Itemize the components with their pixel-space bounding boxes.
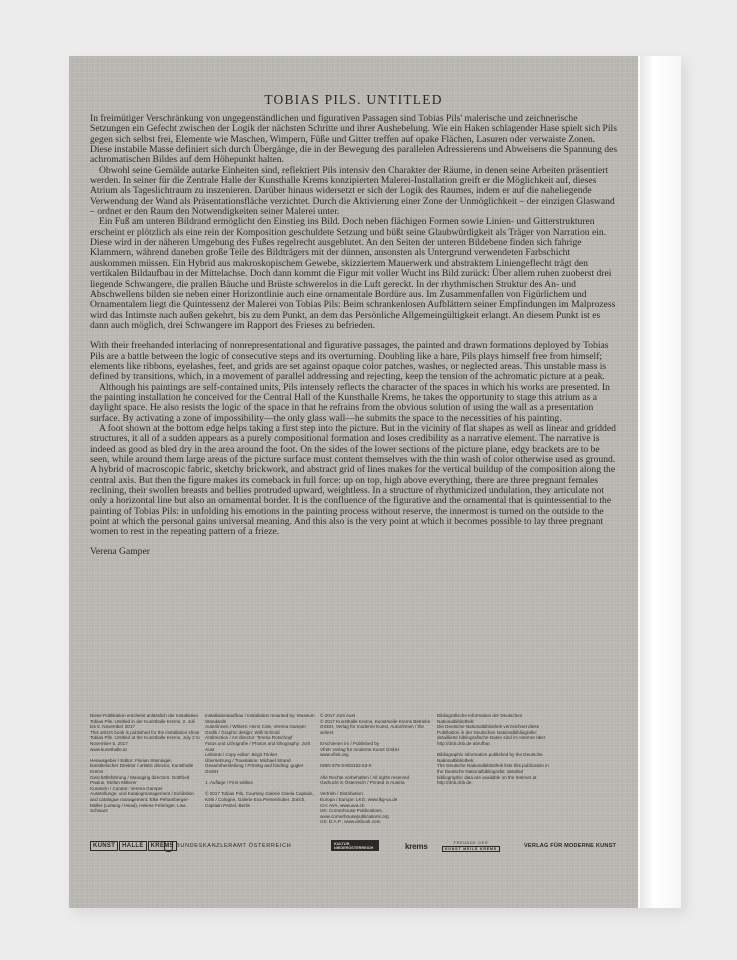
- kultur-niederoesterreich-logo: [331, 840, 379, 851]
- colophon-column-4: Bibliografische Information der Deutschen Nationalbibliothek: Die Deutsche Nationalbibliothek verzeichnet diese Publikation in der Deutschen Nationalbibliografie; detaillierte bibliografische Daten sind im Internet über http://dnb.dnb.de abrufbar. Bibliographic information published by the Deutsche Nationalbibliothek: The Deutsche Nationalbibliothek lists this publication in the Deutsche Nationalbibliografie; detailed bibliographic data are available on the Internet at http://dnb.dnb.de.: [437, 713, 549, 786]
- sponsor-logos: [90, 838, 618, 854]
- colophon-column-3: © 2017 Jorit Aust © 2017 Kunsthalle Krems, Kunstmeile Krems Betriebs GmbH, Verlag für moderne Kunst, Autor/innen / the writers Erschienen im / Published by VfmK Verlag für moderne Kunst GmbH www.vfmk.org ISBN 978-3-903153-53-0 Alle Rechte vorbehalten / All rights reserved Gedruckt in Österreich / Printed in Austria Vertrieb / Distribution: Europa / Europe: LKG, www.lkg-va.de CH: AVA, www.ava.ch UK: Cornerhouse Publications, www.cornerhousepublications.org US: D.A.P., www.artbook.com: [320, 713, 431, 825]
- colophon-column-1: Diese Publikation erscheint anlässlich der Installation Tobias Pils. Untitled in der Kunsthalle Krems, 2. Juli bis 5. November 2017 This artist's book is published for the installation show Tobias Pils. Untitled at the Kunsthalle Krems, July 2 to November 5, 2017 www.kunsthalle.at Herausgeber / Editor: Florian Steininger, künstlerischer Direktor / artistic director, Kunsthalle Krems Geschäftsführung / Managing directors: Gottfried Paulus, Stefan Mitterer Kuratorin / Curator: Verena Gamper Ausstellungs- und Katalogmanagement / Exhibition and catalogue management: Elke Pehamberger-Müller (Leitung / Head), Helene Fehringer, Lisa Schwarz: [90, 713, 200, 814]
- english-paragraph: Although his paintings are self-contained units, Pils intensely reflects the character of the spaces in which his works are presented. In the painting installation he conceived for the Central Hall of the Kunsthalle Krems, he takes the opportunity to stage this atrium as a daylight space. He also resists the logic of the space in that he refrains from the obvious solution of using the wall as a presentation surface. By activating a zone of impossibility—the only glass wall—he submits the space to the necessities of his painting.: [90, 381, 610, 424]
- logo-word: KUNST: [90, 841, 118, 851]
- german-paragraph: In freimütiger Verschränkung von ungegenständlichen und figurativen Passagen sind Tobias Pils' malerische und zeichnerische Setzungen ein Gefecht zwischen der Logik der nächsten Schritte und ihrer Aushebelung. Wie ein Haken schlagender Hase spielt sich Pils gegen sich selbst frei, Elemente wie Maschen, Wimpern, Füße und Gitter treffen auf opake Flächen, Lasuren oder verwaiste Zonen. Diese instabile Masse definiert sich durch Übergänge, die in der Bewegung des parallelen Adressierens und Abweisens die Spannung des achromatischen Bildes auf dem Höhepunkt halten.: [90, 113, 618, 166]
- back-cover: [69, 56, 638, 908]
- essay-text: [90, 114, 618, 557]
- book-title: TOBIAS PILS. UNTITLED: [264, 92, 443, 107]
- logo-text: FREUNDE DER: [453, 840, 489, 845]
- crest-icon: [164, 841, 173, 852]
- book: [69, 56, 681, 908]
- english-paragraph: A foot shown at the bottom edge helps taking a first step into the picture. But in the vicinity of flat shapes as well as linear and gridded structures, it all of a sudden appears as a purely compositional formation and loses credibility as a narrative element. The narrative is indeed as good as bled dry in the area around the foot. On the sides of the lower sections of the picture plane, edgy brackets are to be seen, while around them large areas of the picture surface must content themselves with the thin wash of color otherwise used as ground. A hybrid of macroscopic fabric, sketchy brickwork, and abstract grid of lines makes for the vertical buildup of the composition along the central axis. But then the figure makes its comeback in full force: up on top, high above everything, there are three pregnant females reclining, their swollen breasts and bellies protruded upward, weightless. In a structure of rhythmicized undulation, they articulate not only a horizontal line but also an ornamental border. It is the confluence of the figurative and the ornamental that is quintessential to the painting of Tobias Pils: in unfolding his emotions in the painting process without reserve, the innermost is turned on the outside to the point at which the personal gains universal meaning. And this also is the very point at which it becomes possible to lay three pregnant women to rest in the repeating pattern of a frieze.: [90, 422, 616, 538]
- logo-text: KUNST MEILE KREMS: [442, 846, 500, 852]
- bundeskanzleramt-logo: [164, 838, 291, 854]
- logo-text: NIEDERÖSTERREICH: [334, 845, 374, 850]
- book-spine-edge: [640, 56, 681, 908]
- colophon: [90, 713, 618, 831]
- logo-text: KULTUR: [334, 841, 350, 846]
- german-paragraph: Obwohl seine Gemälde autarke Einheiten sind, reflektiert Pils intensiv den Charakter der Räume, in denen seine Arbeiten präsentiert werden. In seiner für die Zentrale Halle der Kunsthalle Krems konzipierten Malerei-Installation greift er die Möglichkeit auf, dieses Atrium als Tageslichtraum zu inszenieren. Darüber hinaus widersetzt er sich der Logik des Raumes, indem er auf die naheliegende Verwendung der Wand als Präsentationsfläche verzichtet. Durch die Aktivierung einer Zone der Unmöglichkeit – der einzigen Glaswand – ordnet er den Raum den Notwendigkeiten seiner Malerei unter.: [90, 164, 615, 218]
- freunde-kunstmeile-logo: [442, 838, 500, 854]
- vfmk-logo: VERLAG FÜR MODERNE KUNST: [524, 843, 617, 849]
- english-paragraph: With their freehanded interlacing of nonrepresentational and figurative passages, the painted and drawn formations deployed by Tobias Pils are a battle between the logic of consecutive steps and its overturning. Doubling like a hare, Pils plays himself free from himself; elements like ribbons, eyelashes, feet, and grids are set against opaque color patches, washes, or neglected areas. This unstable mass is defined by transitions, which, in a movement of parallel addressing and rejecting, keep the tension of the achromatic picture at a peak.: [90, 340, 609, 383]
- logo-word: KREMS: [148, 841, 177, 851]
- german-paragraph: Ein Fuß am unteren Bildrand ermöglicht den Einstieg ins Bild. Doch neben flächigen Formen sowie Linien- und Gitterstrukturen erscheint er plötzlich als eine rein der Komposition geschuldete Setzung und büßt seine Glaubwürdigkeit als Träger von Narration ein. Diese wird in der näheren Umgebung des Fußes regelrecht ausgeblutet. An den Seiten der unteren Bildebene finden sich fahrige Klammern, während daneben große Teile des Bildträgers mit der dünnen, ansonsten als Untergrund verwendeten Farbschicht auskommen müssen. Ein Hybrid aus makroskopischem Gewebe, skizziertem Mauerwerk und abstraktem Liniengeflecht trägt den vertikalen Bildaufbau in der Mittelachse. Doch dann kommt die Figur mit voller Wucht ins Bild zurück: Über allem ruhen zuoberst drei liegende Schwangere, die prallen Bäuche und Brüste schwerelos in die Luft gereckt. In der rhythmischen Struktur des An- und Abschwellens bilden sie neben einer Horizontlinie auch eine ornamentale Bordüre aus. Im Zusammenfallen von Figürlichem und Ornamentalem liegt die Quintessenz der Malerei von Tobias Pils: Beim schrankenlosen Aufblättern seiner Empfindungen im Malprozess wird das Intimste nach außen gekehrt, bis zu dem Punkt, an dem das Persönliche Allgemeingültigkeit erlangt. An diesem Punkt ist es dann auch möglich, drei Schwangere im Rapport des Frieses zu befrieden.: [90, 216, 616, 331]
- logo-word: HALLE: [119, 841, 147, 851]
- colophon-column-2: Installationsaufbau / Installation mounted by: Museum Standards Autor/innen / Writers: Henri Cole, Verena Gamper Grafik / Graphic design: Willi Schmid Artdirection / Art director: Teresa Rotschopf Fotos und Lithografie / Photos and lithography: Jorit Aust Lektorat / Copy editor: Birgit Trinker Übersetzung / Translation: Michael Strand Gesamtherstellung / Printing and binding: gugler GmbH 1. Auflage / First edition © 2017 Tobias Pils, Courtesy Galerie Gisela Capitain, Köln / Cologne, Galerie Eva Presenhuber, Zürich, Capitain Petzel, Berlin: [205, 713, 315, 808]
- logo-text: BUNDESKANZLERAMT ÖSTERREICH: [176, 843, 292, 849]
- author-name: Verena Gamper: [90, 545, 150, 557]
- krems-logo: krems: [405, 841, 428, 851]
